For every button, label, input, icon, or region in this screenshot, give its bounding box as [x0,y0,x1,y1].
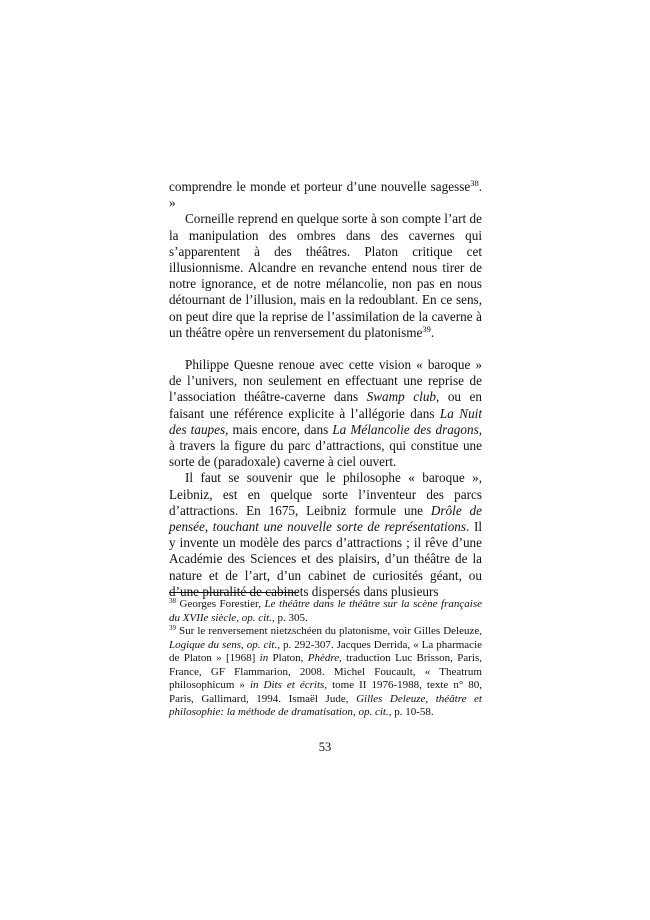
page-number: 53 [318,740,332,754]
body-text [169,179,482,600]
italic-text: La Mélancolie des dragons [332,421,479,437]
text-run: , p. 10-58. [388,706,434,718]
text-run: , p. 292-307. Jacques Derrida, « La pharmacie de Platon » [1968] [169,638,483,664]
paragraph [169,211,482,341]
footnote [169,625,482,720]
text-run: Philippe Quesne renoue avec cette vision « baroque » de l’univers, non seulement en effectuant une reprise de l’association théâtre-caverne dans [169,357,482,405]
text-run: , [240,638,247,651]
footnote [169,598,482,625]
paragraph [169,357,482,470]
italic-text: La Nuit des taupes [169,405,482,437]
text-run: , à travers la figure du parc d’attractions, qui constitue une sorte de (paradoxale) caverne à ciel ouvert. [169,421,483,470]
footnotes [169,598,482,720]
text-run: Sur le renversement nietzschéen du platonisme, voir Gilles Deleuze, [176,625,482,637]
footnote-ref: 38 [470,178,479,188]
text-run: , ou en faisant une référence explicite à l’allégorie dans [169,389,482,421]
text-run: . Il y invente un modèle des parcs d’attractions ; il rêve d’une Académie des Sciences et des plaisirs, d’un théâtre de la nature et de l’art, d’un cabinet de curiosités géant, ou d’une pluralité de cabinets dispersés dans plusieurs [169,519,483,599]
footnote-ref: 38 [169,597,176,605]
italic-text: op. cit. [358,706,389,718]
paragraph [169,470,482,600]
text-run: . » [169,179,482,211]
text-run: , p. 305. [271,611,308,624]
paragraph [169,179,482,211]
italic-text: in Dits et écrits [249,679,325,691]
text-run: , tome II 1976-1988, texte n° 80, Paris, Gallimard, 1994. Ismaël Jude, [169,679,482,705]
italic-text: Phèdre [307,652,340,664]
footnote-ref: 39 [422,323,431,334]
text-run: , [236,611,242,624]
italic-text: Le théâtre dans le théâtre sur la scène française du XVIIe siècle [169,598,482,624]
footnote-separator [169,592,298,593]
italic-text: Swamp club [366,389,437,405]
italic-text: Logique du sens [169,638,241,651]
text-run: comprendre le monde et porteur d’une nouvelle sagesse [169,179,471,194]
italic-text: Drôle de pensée, touchant une nouvelle sorte de représentations [169,502,483,535]
text-run: Georges Forestier, [176,598,265,610]
text-run: Platon, [268,652,308,664]
text-run: Corneille reprend en quelque sorte à son compte l’art de la manipulation des ombres dans des cavernes qui s’apparentent à des théâtres. Platon critique cet illusionnisme. Alcandre en revanche entend nous tirer de notre ignorance, et de notre mélancolie, non pas en nous détournant de l’illusion, mais en la redoublant. En ce sens, on peut dire que la reprise de l’assimilation de la caverne à un théâtre opère un renversement du platonisme [169,211,482,340]
footnote-ref: 39 [169,624,176,632]
italic-text: Gilles Deleuze, théâtre et philosophie: la méthode de dramatisation [169,692,482,718]
text-run: Il faut se souvenir que le philosophe « baroque », Leibniz, est en quelque sorte l’inventeur des parcs d’attractions. En 1675, Leibniz formule une [169,470,482,518]
italic-text: in [259,652,269,664]
text-run: , traduction Luc Brisson, Paris, France, GF Flammarion, 2008. Michel Foucault, « Theatrum philosophicum » [169,652,482,691]
text-run: , mais encore, dans [225,421,333,437]
text-run: , [352,706,359,718]
italic-text: op. cit. [241,611,272,624]
italic-text: op. cit. [246,638,278,651]
text-run: . [430,324,435,340]
